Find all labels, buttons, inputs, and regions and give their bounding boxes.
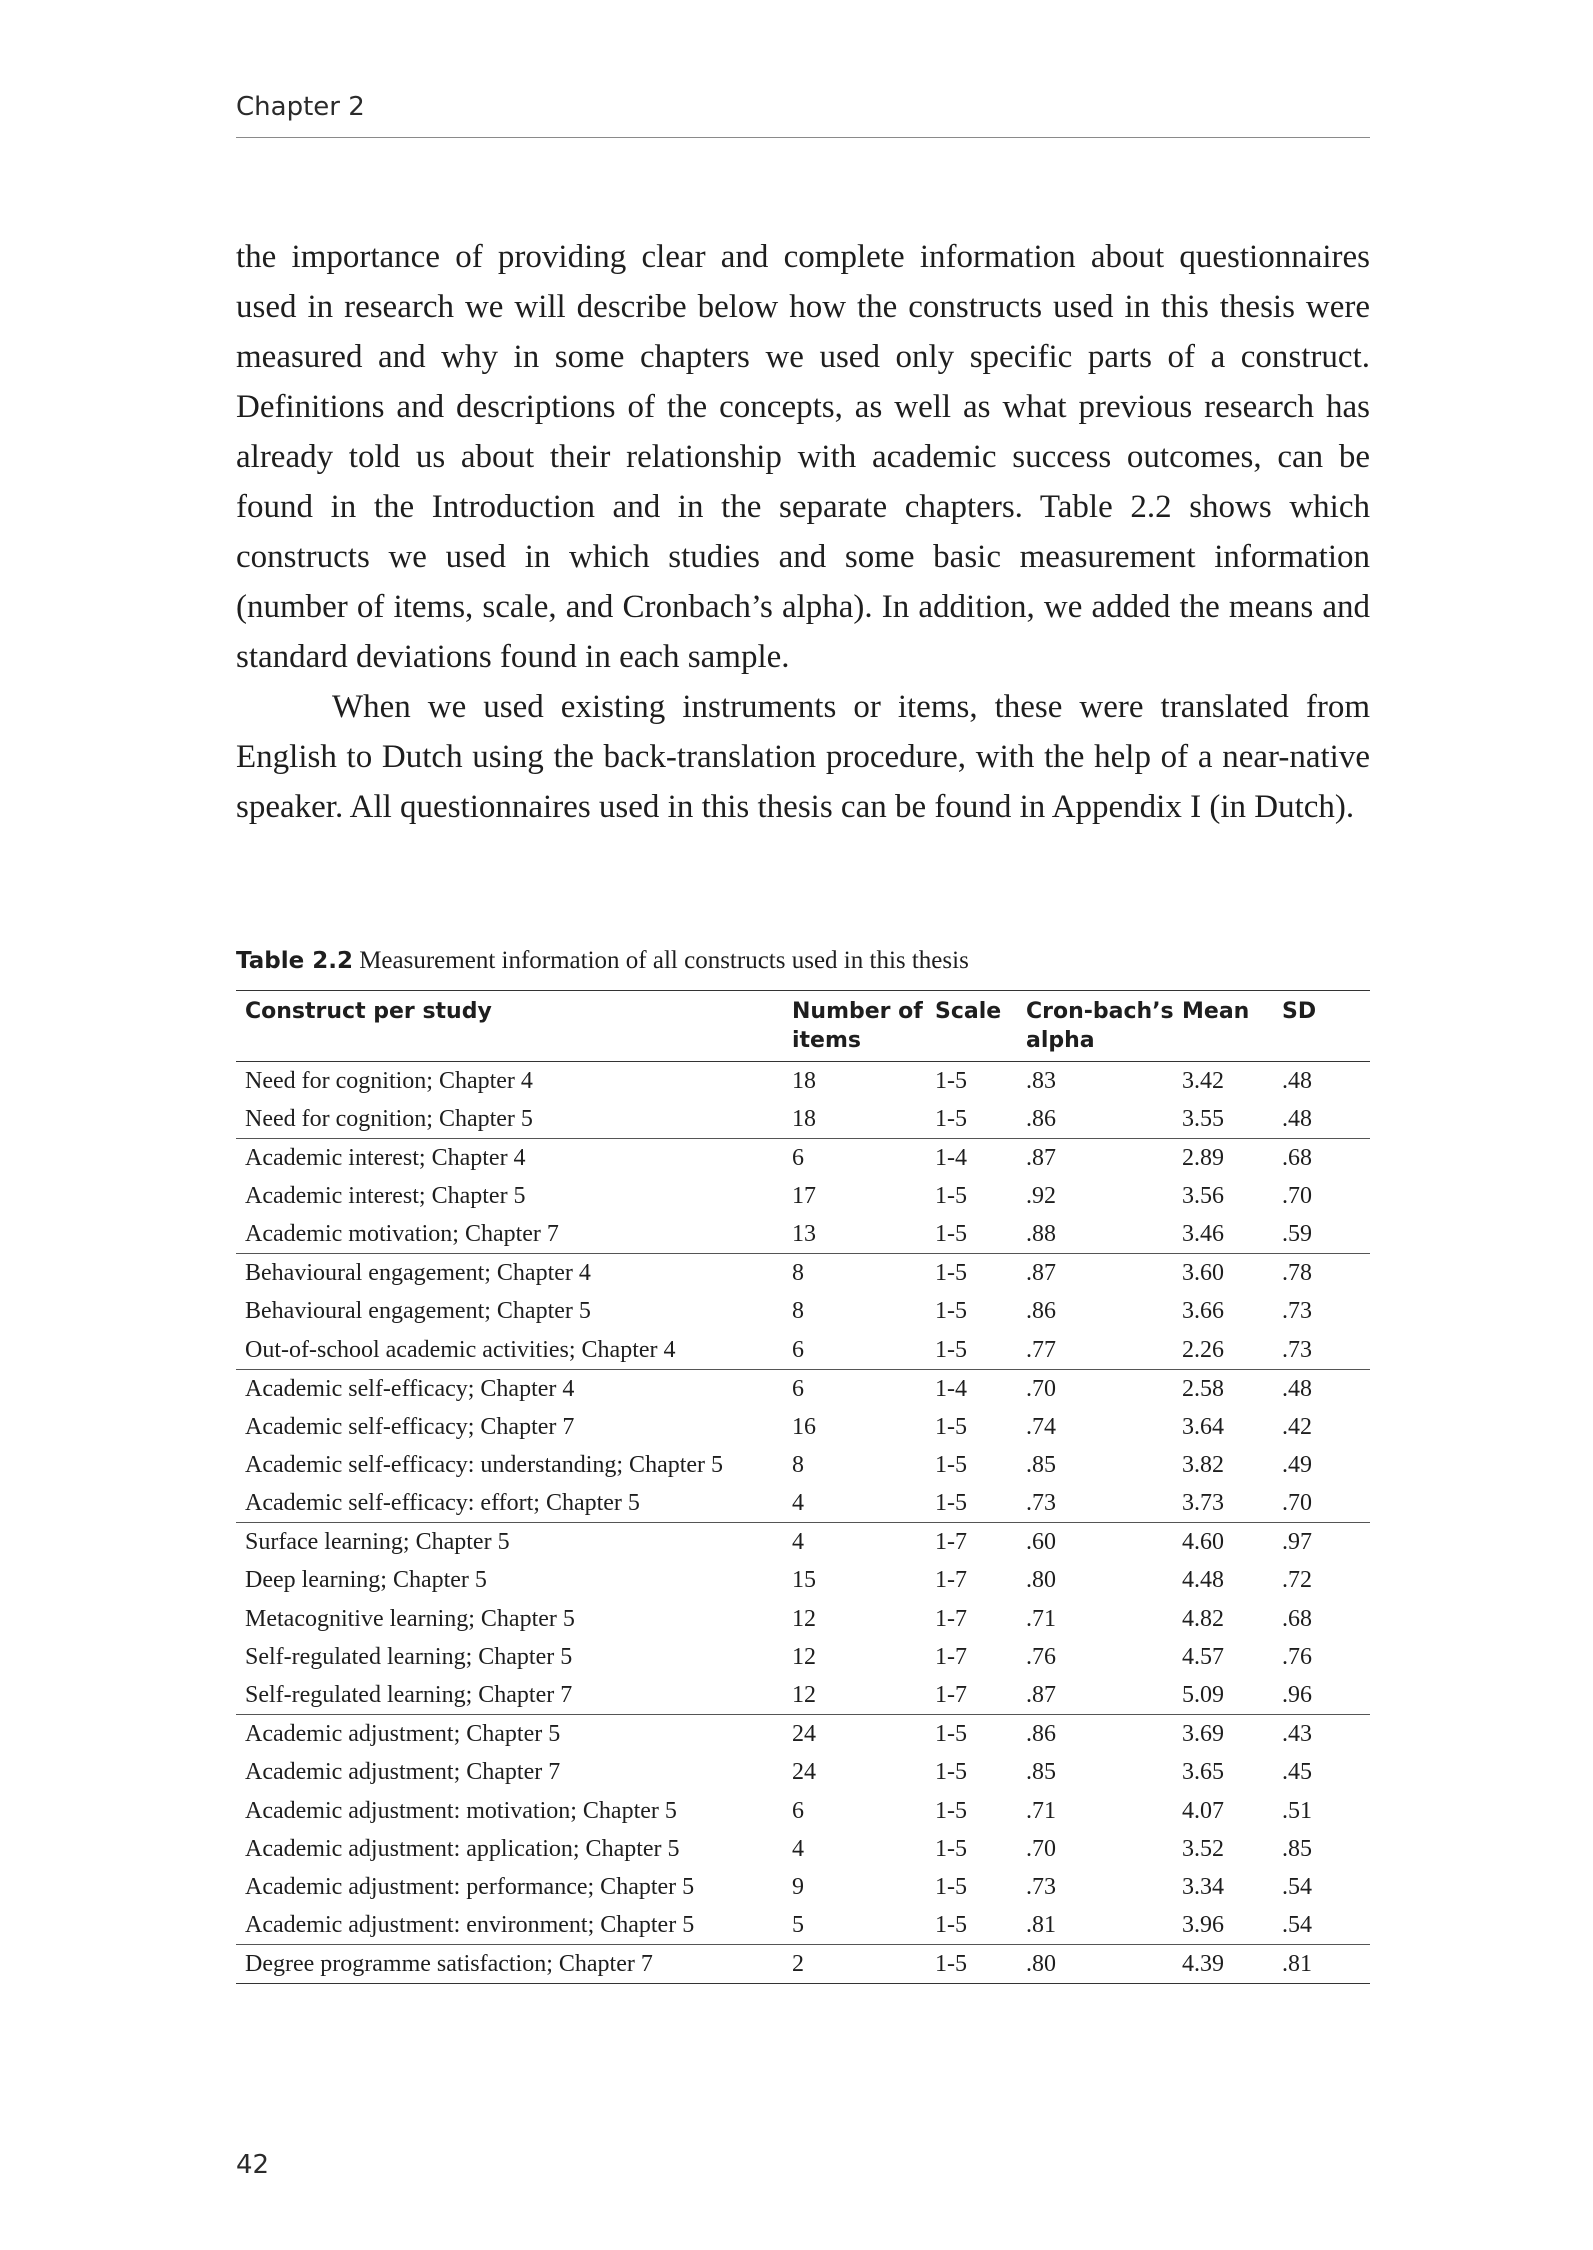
cell-sd: .78 <box>1282 1254 1370 1293</box>
cell-items: 13 <box>792 1221 816 1248</box>
table-header-row <box>236 991 1370 1062</box>
cell-mean: 5.09 <box>1182 1682 1224 1709</box>
cell-mean: 3.96 <box>1182 1912 1224 1939</box>
cell-scale: 1-7 <box>935 1567 967 1594</box>
cell-construct: Self-regulated learning; Chapter 7 <box>245 1682 573 1709</box>
cell-items: 24 <box>792 1759 816 1786</box>
cell-items: 5 <box>792 1912 804 1939</box>
cell-scale: 1-5 <box>935 1221 967 1248</box>
table-row <box>236 1945 1370 1984</box>
cell-construct: Deep learning; Chapter 5 <box>245 1567 487 1594</box>
cell-mean: 2.58 <box>1182 1369 1282 1408</box>
cell-mean: 4.39 <box>1182 1945 1282 1984</box>
cell-mean: 3.73 <box>1182 1490 1224 1517</box>
cell-construct: Surface learning; Chapter 5 <box>236 1523 792 1562</box>
cell-items: 18 <box>792 1106 816 1132</box>
page-number: 42 <box>236 2150 270 2180</box>
cell-scale: 1-5 <box>935 1298 967 1325</box>
cell-alpha: .81 <box>1026 1912 1056 1939</box>
cell-items: 9 <box>792 1874 804 1901</box>
cell-sd: .72 <box>1282 1567 1312 1594</box>
cell-items: 17 <box>792 1183 816 1210</box>
cell-items: 6 <box>792 1139 935 1178</box>
cell-mean: 3.82 <box>1182 1452 1224 1479</box>
running-head: Chapter 2 <box>236 90 1370 138</box>
table-row <box>236 1906 1370 1945</box>
cell-items: 12 <box>792 1605 816 1632</box>
cell-items: 18 <box>792 1068 816 1094</box>
cell-construct: Behavioural engagement; Chapter 5 <box>245 1298 591 1325</box>
header-construct: Construct per study <box>236 991 792 1062</box>
cell-sd: .48 <box>1282 1106 1312 1132</box>
cell-alpha: .88 <box>1026 1221 1056 1248</box>
cell-sd: .73 <box>1282 1298 1312 1325</box>
cell-mean: 4.60 <box>1182 1523 1282 1562</box>
cell-scale: 1-5 <box>935 1797 967 1824</box>
cell-items: 4 <box>792 1523 935 1562</box>
cell-sd: .54 <box>1282 1912 1312 1939</box>
cell-sd: .96 <box>1282 1682 1312 1709</box>
cell-construct: Self-regulated learning; Chapter 5 <box>245 1643 573 1670</box>
cell-mean: 3.60 <box>1182 1254 1282 1293</box>
cell-construct: Academic self-efficacy: understanding; Chapter 5 <box>245 1452 724 1479</box>
cell-alpha: .70 <box>1026 1835 1056 1862</box>
table-row <box>236 1254 1370 1293</box>
cell-construct: Need for cognition; Chapter 4 <box>245 1068 533 1094</box>
table-row <box>236 1408 1370 1446</box>
cell-alpha: .86 <box>1026 1298 1056 1325</box>
cell-alpha: .74 <box>1026 1413 1056 1440</box>
table-row <box>236 1523 1370 1562</box>
cell-construct: Academic adjustment: motivation; Chapter 5 <box>245 1797 677 1824</box>
cell-mean: 3.52 <box>1182 1835 1224 1862</box>
cell-mean: 2.26 <box>1182 1336 1224 1363</box>
header-scale: Scale <box>935 991 1026 1062</box>
table-row <box>236 1868 1370 1906</box>
cell-construct: Metacognitive learning; Chapter 5 <box>245 1605 575 1632</box>
cell-alpha: .85 <box>1026 1452 1056 1479</box>
cell-scale: 1-4 <box>935 1369 1026 1408</box>
cell-alpha: .73 <box>1026 1874 1056 1901</box>
cell-alpha: .86 <box>1026 1715 1182 1754</box>
cell-alpha: .87 <box>1026 1254 1182 1293</box>
cell-sd: .54 <box>1282 1874 1312 1901</box>
cell-alpha: .80 <box>1026 1945 1182 1984</box>
table-row <box>236 1599 1370 1637</box>
cell-alpha: .85 <box>1026 1759 1056 1786</box>
cell-scale: 1-5 <box>935 1490 967 1517</box>
cell-mean: 2.89 <box>1182 1139 1282 1178</box>
cell-construct: Degree programme satisfaction; Chapter 7 <box>236 1945 792 1984</box>
cell-mean: 4.48 <box>1182 1567 1224 1594</box>
cell-scale: 1-7 <box>935 1605 967 1632</box>
cell-sd: .76 <box>1282 1643 1312 1670</box>
cell-items: 12 <box>792 1682 816 1709</box>
table-row <box>236 1292 1370 1330</box>
cell-items: 8 <box>792 1254 935 1293</box>
body-text <box>236 232 1370 832</box>
cell-sd: .45 <box>1282 1759 1312 1786</box>
cell-sd: .70 <box>1282 1183 1312 1210</box>
cell-scale: 1-5 <box>935 1336 967 1363</box>
cell-sd: .70 <box>1282 1490 1312 1517</box>
cell-scale: 1-5 <box>935 1068 967 1094</box>
cell-mean: 4.82 <box>1182 1605 1224 1632</box>
cell-scale: 1-5 <box>935 1715 1026 1754</box>
cell-scale: 1-5 <box>935 1452 967 1479</box>
cell-items: 15 <box>792 1567 816 1594</box>
table-row <box>236 1215 1370 1254</box>
table-row <box>236 1177 1370 1215</box>
header-sd: SD <box>1282 991 1370 1062</box>
cell-alpha: .87 <box>1026 1682 1056 1709</box>
measurement-table <box>236 990 1370 1984</box>
cell-construct: Academic motivation; Chapter 7 <box>245 1221 559 1248</box>
cell-alpha: .77 <box>1026 1336 1056 1363</box>
header-items: Number of items <box>792 991 935 1062</box>
cell-sd: .68 <box>1282 1139 1370 1178</box>
cell-scale: 1-5 <box>935 1945 1026 1984</box>
table-row <box>236 1062 1370 1101</box>
table-row <box>236 1638 1370 1676</box>
table-row <box>236 1484 1370 1523</box>
cell-alpha: .76 <box>1026 1643 1056 1670</box>
cell-scale: 1-5 <box>935 1106 967 1132</box>
cell-scale: 1-5 <box>935 1254 1026 1293</box>
cell-alpha: .73 <box>1026 1490 1056 1517</box>
cell-construct: Need for cognition; Chapter 5 <box>245 1106 533 1132</box>
header-alpha: Cron-bach’s alpha <box>1026 991 1182 1062</box>
header-mean: Mean <box>1182 991 1282 1062</box>
cell-sd: .68 <box>1282 1605 1312 1632</box>
cell-construct: Academic adjustment; Chapter 7 <box>245 1759 561 1786</box>
cell-items: 6 <box>792 1797 804 1824</box>
cell-items: 12 <box>792 1643 816 1670</box>
cell-alpha: .87 <box>1026 1139 1182 1178</box>
cell-sd: .48 <box>1282 1068 1312 1094</box>
cell-sd: .48 <box>1282 1369 1370 1408</box>
cell-sd: .43 <box>1282 1715 1370 1754</box>
cell-scale: 1-4 <box>935 1139 1026 1178</box>
cell-alpha: .83 <box>1026 1068 1056 1094</box>
cell-sd: .42 <box>1282 1413 1312 1440</box>
cell-mean: 3.69 <box>1182 1715 1282 1754</box>
table-row <box>236 1830 1370 1868</box>
table-row <box>236 1561 1370 1599</box>
cell-scale: 1-7 <box>935 1682 967 1709</box>
cell-scale: 1-7 <box>935 1643 967 1670</box>
cell-scale: 1-5 <box>935 1912 967 1939</box>
cell-sd: .73 <box>1282 1336 1312 1363</box>
cell-construct: Academic adjustment: environment; Chapter 5 <box>245 1912 695 1939</box>
paragraph-2: When we used existing instruments or items, these were translated from English to Dutch using the back-translation procedure, with the help of a near-native speaker. All questionnaires used in this thesis can be found in Appendix I (in Dutch). <box>236 689 1370 825</box>
cell-scale: 1-5 <box>935 1413 967 1440</box>
table-row <box>236 1100 1370 1139</box>
table-row <box>236 1753 1370 1791</box>
cell-scale: 1-5 <box>935 1759 967 1786</box>
cell-mean: 3.65 <box>1182 1759 1224 1786</box>
table-caption-text: Measurement information of all constructs used in this thesis <box>352 947 969 974</box>
table-row <box>236 1139 1370 1178</box>
cell-construct: Academic interest; Chapter 4 <box>236 1139 792 1178</box>
cell-construct: Academic interest; Chapter 5 <box>245 1183 526 1210</box>
cell-sd: .59 <box>1282 1221 1312 1248</box>
cell-mean: 3.66 <box>1182 1298 1224 1325</box>
cell-mean: 3.56 <box>1182 1183 1224 1210</box>
table-row <box>236 1369 1370 1408</box>
cell-items: 4 <box>792 1835 804 1862</box>
cell-alpha: .92 <box>1026 1183 1056 1210</box>
cell-sd: .51 <box>1282 1797 1312 1824</box>
cell-sd: .81 <box>1282 1945 1370 1984</box>
table-row <box>236 1331 1370 1370</box>
table-body <box>236 1062 1370 1984</box>
table-row <box>236 1791 1370 1829</box>
cell-sd: .85 <box>1282 1835 1312 1862</box>
cell-scale: 1-7 <box>935 1523 1026 1562</box>
cell-mean: 3.34 <box>1182 1874 1224 1901</box>
cell-items: 2 <box>792 1945 935 1984</box>
cell-mean: 3.46 <box>1182 1221 1224 1248</box>
cell-scale: 1-5 <box>935 1874 967 1901</box>
cell-alpha: .71 <box>1026 1605 1056 1632</box>
cell-construct: Academic self-efficacy; Chapter 7 <box>245 1413 575 1440</box>
cell-sd: .97 <box>1282 1523 1370 1562</box>
cell-items: 4 <box>792 1490 804 1517</box>
cell-alpha: .86 <box>1026 1106 1056 1132</box>
cell-mean: 4.07 <box>1182 1797 1224 1824</box>
cell-construct: Academic adjustment: performance; Chapter 5 <box>245 1874 695 1901</box>
cell-items: 6 <box>792 1369 935 1408</box>
cell-construct: Academic self-efficacy; Chapter 4 <box>236 1369 792 1408</box>
cell-construct: Academic self-efficacy: effort; Chapter 5 <box>245 1490 640 1517</box>
cell-construct: Behavioural engagement; Chapter 4 <box>236 1254 792 1293</box>
cell-alpha: .80 <box>1026 1567 1056 1594</box>
table-row <box>236 1446 1370 1484</box>
cell-alpha: .60 <box>1026 1523 1182 1562</box>
paragraph-1: the importance of providing clear and complete information about questionnaires used in research we will describe below how the constructs used in this thesis were measured and why in some chapters we used only specific parts of a construct. Definitions and descriptions of the concepts, as well as what previous research has already told us about their relationship with academic success outcomes, can be found in the Introduction and in the separate chapters. Table 2.2 shows which constructs we used in which studies and some basic measurement information (number of items, scale, and Cronbach’s alpha). In addition, we added the means and standard deviations found in each sample. <box>236 239 1370 675</box>
cell-construct: Out-of-school academic activities; Chapter 4 <box>245 1336 676 1363</box>
cell-construct: Academic adjustment: application; Chapter 5 <box>245 1835 680 1862</box>
cell-mean: 3.42 <box>1182 1068 1224 1094</box>
table-row <box>236 1676 1370 1715</box>
cell-items: 8 <box>792 1452 804 1479</box>
cell-alpha: .71 <box>1026 1797 1056 1824</box>
table-caption <box>236 945 1370 977</box>
cell-alpha: .70 <box>1026 1369 1182 1408</box>
cell-items: 6 <box>792 1336 804 1363</box>
cell-mean: 3.64 <box>1182 1413 1224 1440</box>
cell-construct: Academic adjustment; Chapter 5 <box>236 1715 792 1754</box>
table-row <box>236 1715 1370 1754</box>
cell-items: 16 <box>792 1413 816 1440</box>
cell-sd: .49 <box>1282 1452 1312 1479</box>
cell-scale: 1-5 <box>935 1835 967 1862</box>
cell-scale: 1-5 <box>935 1183 967 1210</box>
cell-mean: 4.57 <box>1182 1643 1224 1670</box>
table-caption-label: Table 2.2 <box>236 948 353 974</box>
cell-items: 8 <box>792 1298 804 1325</box>
cell-mean: 3.55 <box>1182 1106 1224 1132</box>
cell-items: 24 <box>792 1715 935 1754</box>
